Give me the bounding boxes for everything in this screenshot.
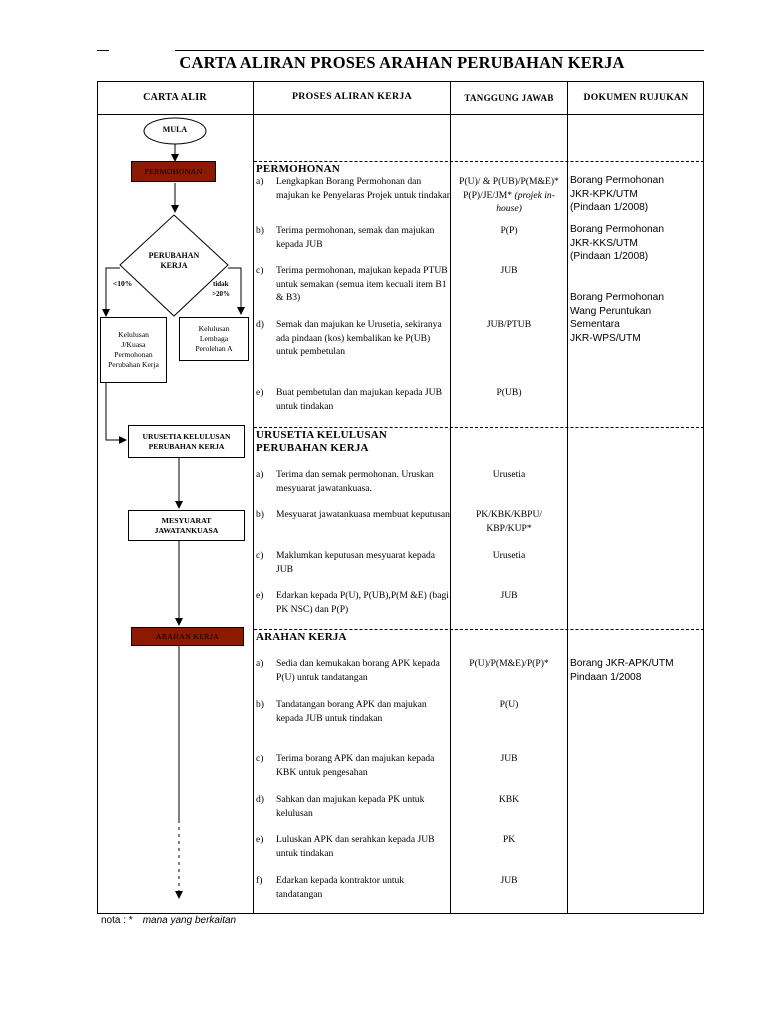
header-proses: PROSES ALIRAN KERJA xyxy=(291,91,413,102)
s3-step-c-text: Terima borang APK dan majukan kepada KBK untuk pengesahan xyxy=(276,753,435,778)
arahan-kerja-box: ARAHAN KERJA xyxy=(131,627,244,646)
s3-step-d-resp: KBK xyxy=(498,794,520,805)
s1-step-a-text: Lengkapkan Borang Permohonan dan majukan ke Penyelaras Projek untuk tindakan xyxy=(276,176,452,201)
kelulusan-lembaga-line2: Lembaga xyxy=(199,334,229,343)
kelulusan-lembaga-line1: Kelulusan xyxy=(198,324,230,333)
permohonan-box: PERMOHONAN xyxy=(131,161,216,182)
s1-step-e-resp: P(UB) xyxy=(496,387,522,398)
doc-kpk-line2: JKR-KPK/UTM xyxy=(570,188,638,200)
s2-step-e-text: Edarkan kepada P(U), P(UB),P(M &E) (bagi PK NSC) dan P(P) xyxy=(276,590,449,615)
kelulusan-lembaga-box xyxy=(179,317,249,361)
s2-step-e-letter: e) xyxy=(256,590,264,601)
mesyuarat-box-line2: JAWATANKUASA xyxy=(154,525,219,535)
s3-step-a xyxy=(256,657,452,684)
header-carta-alir: CARTA ALIR xyxy=(143,92,207,103)
s1-step-e xyxy=(256,386,452,413)
s3-step-e-letter: e) xyxy=(256,834,264,845)
s2-step-a-text: Terima dan semak permohonan. Uruskan mesyuarat jawatankuasa. xyxy=(276,469,434,494)
doc-kks-line3: (Pindaan 1/2008) xyxy=(570,251,649,262)
urusetia-box-line1: URUSETIA KELULUSAN xyxy=(142,432,231,441)
kelulusan-jkuasa-box xyxy=(100,317,167,383)
s2-step-e xyxy=(256,589,452,616)
s3-step-c-resp: JUB xyxy=(500,753,518,764)
s3-step-d-letter: d) xyxy=(256,794,264,805)
s1-step-a-letter: a) xyxy=(256,176,264,187)
s3-step-e-text: Luluskan APK dan serahkan kepada JUB untuk tindakan xyxy=(276,834,435,859)
s3-step-f-letter: f) xyxy=(256,875,263,886)
kelulusan-jkuasa-line3: Permohonan xyxy=(114,350,153,359)
s2-step-c-resp: Urusetia xyxy=(492,550,526,561)
s1-step-a-resp xyxy=(451,175,567,216)
s2-step-b-text: Mesyuarat jawatankuasa membuat keputusan xyxy=(276,509,450,520)
s1-step-b-letter: b) xyxy=(256,225,264,236)
s2-step-b xyxy=(256,508,452,522)
doc-wps xyxy=(570,291,704,345)
section-arahan-title: ARAHAN KERJA xyxy=(256,631,347,643)
s3-step-b-text: Tandatangan borang APK dan majukan kepada JUB untuk tindakan xyxy=(276,699,427,724)
doc-wps-line2: Wang Peruntukan xyxy=(570,305,652,317)
doc-kpk xyxy=(570,174,704,215)
s1-step-b-resp: P(P) xyxy=(500,225,518,236)
doc-apk-line1: Borang JKR-APK/UTM xyxy=(570,658,674,669)
s1-step-c-letter: c) xyxy=(256,265,264,276)
s3-step-a-text: Sedia dan kemukakan borang APK kepada P(U) untuk tandatangan xyxy=(276,658,440,683)
doc-apk-line2: Pindaan 1/2008 xyxy=(570,671,642,683)
section-urusetia-title-line2: PERUBAHAN KERJA xyxy=(256,442,369,454)
decision-label xyxy=(134,251,214,271)
decision-label-line1: PERUBAHAN xyxy=(148,251,200,260)
s2-step-a-letter: a) xyxy=(256,469,264,480)
doc-wps-line3: Sementara xyxy=(570,319,620,330)
s2-step-a xyxy=(256,468,452,495)
footnote-text: mana yang berkaitan xyxy=(142,915,237,926)
s1-step-d-text: Semak dan majukan ke Urusetia, sekiranya ada pindaan (kos) kembalikan ke P(UB) untuk pembetulan xyxy=(276,319,442,357)
doc-kpk-line1: Borang Permohonan xyxy=(570,175,665,186)
kelulusan-jkuasa-line4: Perubahan Kerja xyxy=(108,360,159,369)
s1-step-a-resp-main: P(U)/ & P(UB)/P(M&E)* P(P)/JE/JM* xyxy=(459,176,559,201)
doc-kks-line1: Borang Permohonan xyxy=(570,224,665,235)
footnote xyxy=(101,915,236,926)
header-dokumen: DOKUMEN RUJUKAN xyxy=(583,92,689,103)
section-urusetia-title xyxy=(256,429,387,455)
doc-kpk-line3: (Pindaan 1/2008) xyxy=(570,202,649,213)
kelulusan-jkuasa-line2: J/Kuasa xyxy=(121,340,146,349)
s3-step-f-text: Edarkan kepada kontraktor untuk tandatangan xyxy=(276,875,405,900)
s1-step-a xyxy=(256,175,452,202)
s3-step-b xyxy=(256,698,452,725)
doc-wps-line4: JKR-WPS/UTM xyxy=(570,332,641,344)
s3-step-c-letter: c) xyxy=(256,753,264,764)
s1-step-c-resp: JUB xyxy=(500,265,518,276)
s3-step-d-text: Sahkan dan majukan kepada PK untuk kelulusan xyxy=(276,794,425,819)
arrow-left-branch xyxy=(106,268,120,316)
s3-step-c xyxy=(256,752,452,779)
section-urusetia-title-line1: URUSETIA KELULUSAN xyxy=(256,429,388,441)
doc-kks-line2: JKR-KKS/UTM xyxy=(570,237,638,249)
footnote-label: nota : * xyxy=(101,915,133,926)
mesyuarat-box xyxy=(128,510,245,541)
s3-step-f-resp: JUB xyxy=(500,875,518,886)
s1-step-c xyxy=(256,264,452,305)
s3-step-e xyxy=(256,833,452,860)
s3-step-b-resp: P(U) xyxy=(499,699,519,710)
s1-step-d-resp: JUB/PTUB xyxy=(486,319,532,330)
doc-apk xyxy=(570,657,704,684)
s3-step-a-resp: P(U)/P(M&E)/P(P)* xyxy=(469,658,549,669)
decision-label-line2: KERJA xyxy=(160,261,188,270)
s3-step-b-letter: b) xyxy=(256,699,264,710)
s1-step-d xyxy=(256,318,452,359)
kelulusan-jkuasa-line1: Kelulusan xyxy=(118,330,149,339)
s2-step-c xyxy=(256,549,452,576)
urusetia-box-line2: PERUBAHAN KERJA xyxy=(148,441,225,451)
s1-step-b xyxy=(256,224,452,251)
s2-step-a-resp: Urusetia xyxy=(492,469,526,480)
s1-step-e-letter: e) xyxy=(256,387,264,398)
s3-step-a-letter: a) xyxy=(256,658,264,669)
s2-step-b-letter: b) xyxy=(256,509,264,520)
s2-step-c-letter: c) xyxy=(256,550,264,561)
urusetia-box xyxy=(128,425,245,458)
page-title: CARTA ALIRAN PROSES ARAHAN PERUBAHAN KERJA xyxy=(179,53,625,72)
s1-step-e-text: Buat pembetulan dan majukan kepada JUB untuk tindakan xyxy=(276,387,442,412)
s2-step-c-text: Maklumkan keputusan mesyuarat kepada JUB xyxy=(276,550,436,575)
s1-step-b-text: Terima permohonan, semak dan majukan kepada JUB xyxy=(276,225,435,250)
branch-label-tidak: tidak xyxy=(213,280,229,288)
doc-kks xyxy=(570,223,704,264)
s3-step-f xyxy=(256,874,452,901)
s3-step-e-resp: PK xyxy=(502,834,516,845)
branch-label-gt20: >20% xyxy=(212,290,230,298)
s1-step-c-text: Terima permohonan, majukan kepada PTUB untuk semakan (semua item kecuali item B1 & B3) xyxy=(276,265,448,303)
s3-step-d xyxy=(256,793,452,820)
s2-step-b-resp: PK/KBK/KBPU/ KBP/KUP* xyxy=(475,509,543,534)
s1-step-a-resp-italic: (projek in-house) xyxy=(496,189,555,214)
s2-step-e-resp: JUB xyxy=(500,590,518,601)
s1-step-d-letter: d) xyxy=(256,319,264,330)
doc-wps-line1: Borang Permohonan xyxy=(570,292,665,303)
kelulusan-lembaga-line3: Perolehan A xyxy=(195,344,233,353)
start-label: MULA xyxy=(162,125,188,134)
branch-label-lt10: <10% xyxy=(113,279,133,288)
header-tanggung-jawab: TANGGUNG JAWAB xyxy=(464,92,554,103)
mesyuarat-box-line1: MESYUARAT xyxy=(161,516,212,525)
arrow-left-to-urusetia xyxy=(106,383,126,440)
section-permohonan-title: PERMOHONAN xyxy=(256,163,340,175)
